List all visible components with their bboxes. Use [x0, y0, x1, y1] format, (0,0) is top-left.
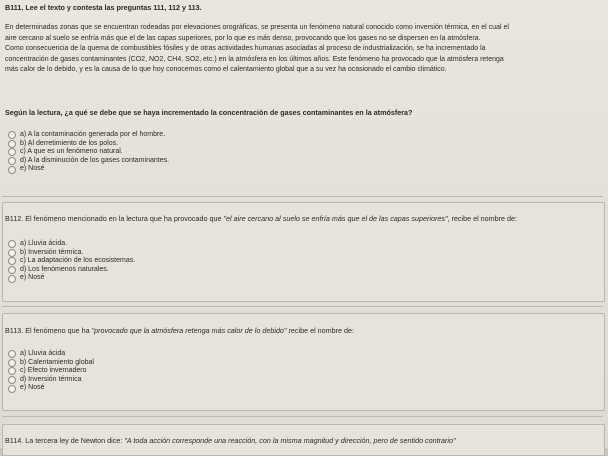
option-label: d) Los fenómenos naturales.: [20, 265, 109, 273]
option-label: c) La adaptación de los ecosistemas.: [20, 257, 136, 265]
radio-button[interactable]: [8, 131, 16, 139]
option-label: a) A la contaminación generada por el hombre.: [20, 131, 166, 138]
question-113-prompt: [5, 326, 354, 335]
option-e[interactable]: [8, 274, 135, 283]
option-e[interactable]: [8, 384, 94, 393]
option-label: d) Inversión térmica: [20, 375, 82, 383]
prompt-quote: "A toda acción corresponde una reacción, con la misma magnitud y dirección, pero de sentido contrario": [124, 436, 456, 445]
passage-line: En determinadas zonas que se encuentran rodeadas por elevaciones orográficas, se presenta un fenómeno natural conocido como inversión térmica, en el cual el: [5, 24, 509, 31]
option-label: e) Nosé: [20, 165, 45, 173]
prompt-text: B112. El fenómeno mencionado en la lectura que ha provocado que: [5, 214, 224, 223]
radio-button[interactable]: [8, 166, 16, 174]
option-d[interactable]: [8, 266, 135, 275]
radio-button[interactable]: [8, 240, 16, 248]
radio-button[interactable]: [8, 249, 16, 257]
passage-line: más calor de lo debido, y es la causa de lo que hoy conocemos como el calentamiento global que a su vez ha ocasionado el cambio climático.: [5, 66, 447, 74]
radio-button[interactable]: [8, 275, 16, 283]
option-b[interactable]: [8, 359, 94, 368]
question-111-prompt: Según la lectura, ¿a qué se debe que se haya incrementado la concentración de gases contaminantes en la atmósfera?: [5, 108, 413, 117]
radio-button[interactable]: [8, 257, 16, 265]
option-a[interactable]: [8, 350, 94, 359]
option-label: b) Calentamiento global: [20, 358, 94, 366]
radio-button[interactable]: [8, 266, 16, 274]
section-divider: [2, 196, 603, 197]
reading-passage: [5, 23, 603, 76]
option-label: a) Lluvia ácida.: [20, 240, 68, 247]
passage-line: aire cercano al suelo se enfría más que el de las capas superiores, por lo que es más denso, provocando que los gases no se dispersen en la atmósfera.: [5, 34, 481, 42]
section-divider: [2, 416, 603, 417]
prompt-text: B114. La tercera ley de Newton dice:: [5, 436, 125, 445]
radio-button[interactable]: [8, 350, 16, 358]
prompt-quote: "el aire cercano al suelo se enfría más que el de las capas superiores": [223, 214, 448, 223]
passage-line: concentración de gases contaminantes (CO2, NO2, CH4, SO2, etc.) en la atmósfera en los últimos años. Este fenómeno ha provocado que la atmósfera retenga: [5, 55, 504, 63]
option-label: e) Nosé: [20, 384, 45, 392]
option-label: e) Nosé: [20, 274, 45, 282]
prompt-text: recibe el nombre de:: [286, 326, 355, 335]
option-d[interactable]: [8, 157, 169, 166]
option-label: c) Efecto invernadero: [20, 367, 87, 375]
passage-line: Como consecuencia de la quema de combustibles fósiles y de otras actividades humanas asociadas al proceso de industrialización, se ha incrementado la: [5, 45, 486, 53]
option-label: b) Al derretimiento de los polos.: [20, 139, 119, 147]
radio-button[interactable]: [8, 140, 16, 148]
option-b[interactable]: [8, 140, 169, 149]
option-c[interactable]: [8, 257, 135, 266]
question-113-options: [8, 350, 94, 393]
prompt-quote: "provocado que la atmósfera retenga más calor de lo debido": [91, 326, 287, 335]
question-114-prompt: [5, 436, 603, 445]
radio-button[interactable]: [8, 385, 16, 393]
prompt-text: B113. El fenómeno que ha: [5, 326, 92, 335]
option-d[interactable]: [8, 376, 94, 385]
question-111-options: [8, 131, 169, 174]
option-label: c) A que es un fenómeno natural.: [20, 148, 123, 156]
option-label: b) Inversión térmica.: [20, 248, 84, 256]
option-a[interactable]: [8, 131, 169, 140]
option-c[interactable]: [8, 148, 169, 157]
radio-button[interactable]: [8, 359, 16, 367]
option-a[interactable]: [8, 240, 135, 249]
question-112-options: [8, 240, 135, 283]
radio-button[interactable]: [8, 148, 16, 156]
section-header: B111. Lee el texto y contesta las preguntas 111, 112 y 113.: [5, 3, 202, 12]
prompt-text: , recibe el nombre de:: [447, 214, 518, 223]
radio-button[interactable]: [8, 376, 16, 384]
section-divider: [2, 306, 603, 307]
option-label: d) A la disminución de los gases contaminantes.: [20, 156, 170, 164]
option-b[interactable]: [8, 249, 135, 258]
question-112-prompt: [5, 214, 517, 223]
option-c[interactable]: [8, 367, 94, 376]
option-e[interactable]: [8, 165, 169, 174]
option-label: a) Lluvia ácida: [20, 350, 66, 357]
radio-button[interactable]: [8, 367, 16, 375]
radio-button[interactable]: [8, 157, 16, 165]
